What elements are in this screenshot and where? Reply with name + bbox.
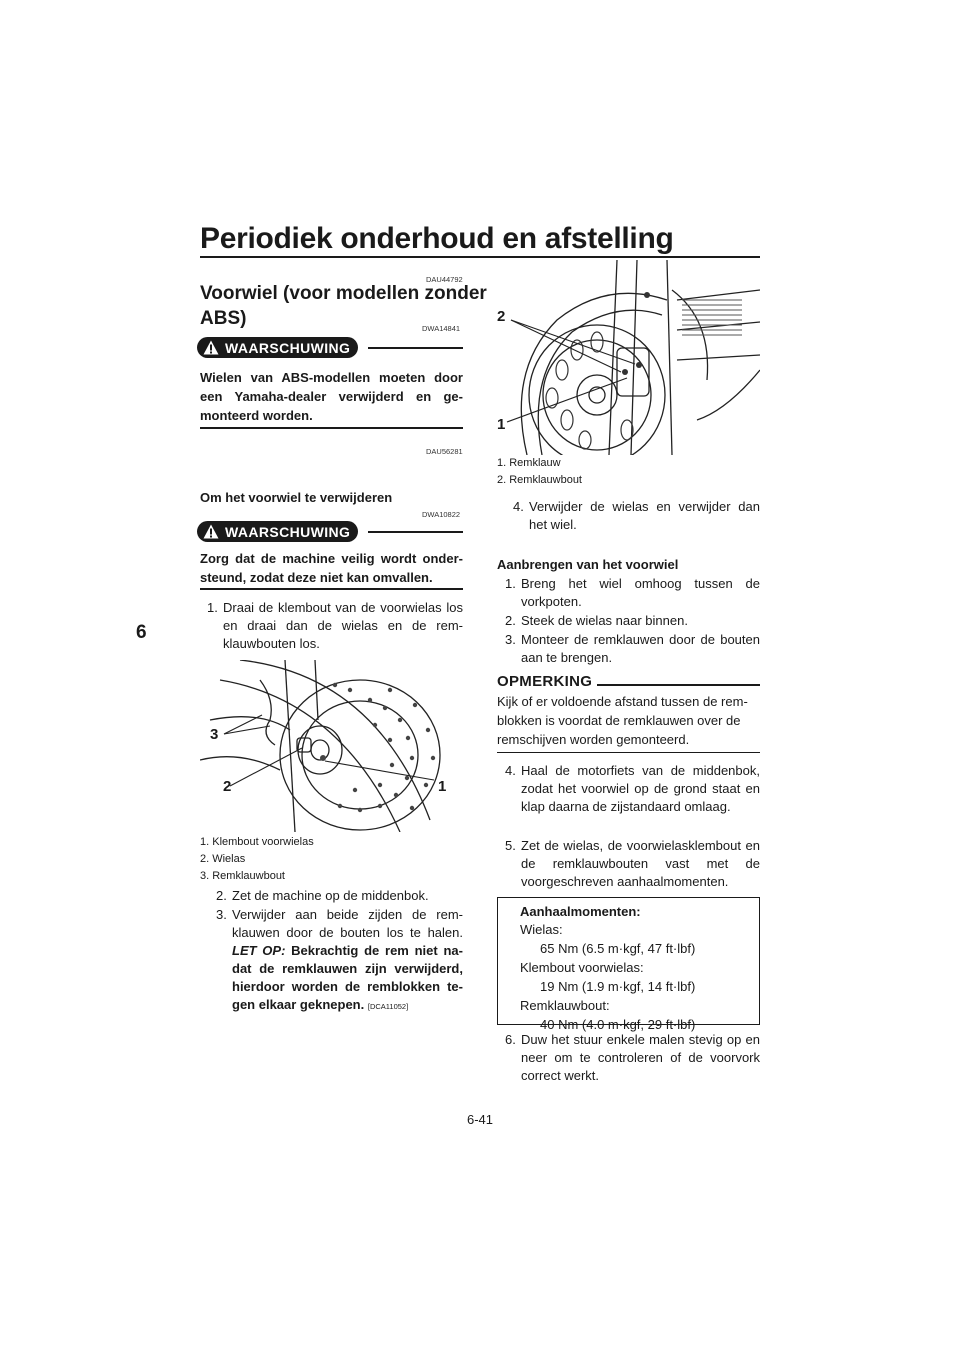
- wheel-illustration: [200, 660, 463, 832]
- warning1-rule: [200, 427, 463, 429]
- page-number: 6-41: [466, 1112, 494, 1127]
- caliper-illustration: [497, 260, 760, 455]
- note-header: OPMERKING: [497, 673, 760, 690]
- section-title: Voorwiel (voor modellen zonder ABS): [200, 283, 487, 329]
- page-title: Periodiek onderhoud en afstelling: [200, 222, 674, 255]
- figure1-label-3: 3: [210, 726, 219, 743]
- figure2-label-1: 1: [497, 416, 506, 433]
- step-install-3: 3. Monteer de remklauwen door de bouten aan te brengen.: [505, 632, 760, 665]
- torque-title: Aanhaalmomenten:: [520, 904, 641, 919]
- step-install-4: 4. Haal de motorfiets van de middenbok, zodat het voorwiel op de grond staat en klap daarna de zijstandaard omlaag.: [505, 763, 760, 814]
- warning2-badge: WAARSCHUWING: [197, 521, 358, 542]
- step-remove-1: 1. Draai de klembout van de voorwielas los en draai dan de wielas en de remklauwbouten los.: [207, 600, 463, 651]
- warning1-badge: WAARSCHUWING: [197, 337, 358, 358]
- warning1-code: DWA14841: [422, 324, 461, 333]
- step-install-2: 2. Steek de wielas naar binnen.: [505, 613, 688, 628]
- step-install-6: 6. Duw het stuur enkele malen stevig op en neer om te controleren of de voorvork correct werkt.: [505, 1032, 760, 1083]
- warning-triangle-icon: [203, 340, 219, 355]
- warning1-text: Wielen van ABS-modellen moeten door een Yamaha-dealer verwijderd en gemonteerd worden.: [200, 370, 463, 423]
- warning2-header: [197, 521, 463, 542]
- step-remove-3: 3. Verwijder aan beide zijden de remklauwen door de bouten los te halen. LET OP: Bekrachtig de rem niet nadat de remklauwen zijn verwijderd, hierdoor worden de remblokken tegen elkaar geknepen. [DCA11052]: [216, 907, 463, 1012]
- figure1-label-2: 2: [223, 778, 232, 795]
- step-remove-4: 4. Verwijder de wielas en verwijder dan het wiel.: [513, 499, 760, 532]
- section-code: DAU44792: [426, 275, 463, 284]
- figure2-label-2: 2: [497, 308, 506, 325]
- warning2-rule: [200, 588, 463, 590]
- figure-front-wheel-axle: [200, 660, 463, 832]
- figure1-captions: 1. Klembout voorwielas 2. Wielas 3. Remklauwbout: [200, 836, 314, 882]
- step-remove-2: 2. Zet de machine op de middenbok.: [216, 888, 429, 903]
- step-install-5: 5. Zet de wielas, de voorwielasklembout en de remklauwbouten vast met de voorgeschreven aanhaalmomenten.: [505, 838, 760, 889]
- title-rule: [200, 256, 760, 258]
- figure2-captions: 1. Remklauw 2. Remklauwbout: [497, 457, 582, 486]
- step-install-1: 1. Breng het wiel omhoog tussen de vorkpoten.: [505, 576, 760, 609]
- torque-box: [497, 897, 760, 1032]
- figure-brake-caliper: [497, 260, 760, 455]
- warning2-text: Zorg dat de machine veilig wordt ondersteund, zodat deze niet kan omvallen.: [200, 551, 463, 585]
- warning-triangle-icon: [203, 524, 219, 539]
- figure1-label-1: 1: [438, 778, 447, 795]
- subsection-title: Om het voorwiel te verwijderen: [200, 490, 393, 505]
- note-rule: [497, 752, 760, 753]
- install-title: Aanbrengen van het voorwiel: [497, 557, 679, 572]
- warning1-header: [197, 337, 463, 358]
- warning2-code: DWA10822: [422, 510, 461, 519]
- subsection-code: DAU56281: [426, 447, 463, 456]
- torque-list: Wielas: 65 Nm (6.5 m·kgf, 47 ft·lbf) Klembout voorwielas: 19 Nm (1.9 m·kgf, 14 ft·lbf) Remklauwbout: 40 Nm (4.0 m·kgf, 29 ft·lbf): [520, 922, 696, 1032]
- chapter-number: 6: [136, 622, 147, 643]
- note-text: Kijk of er voldoende afstand tussen de remblokken is voordat de remklauwen over de remschijven worden gemonteerd.: [497, 694, 748, 747]
